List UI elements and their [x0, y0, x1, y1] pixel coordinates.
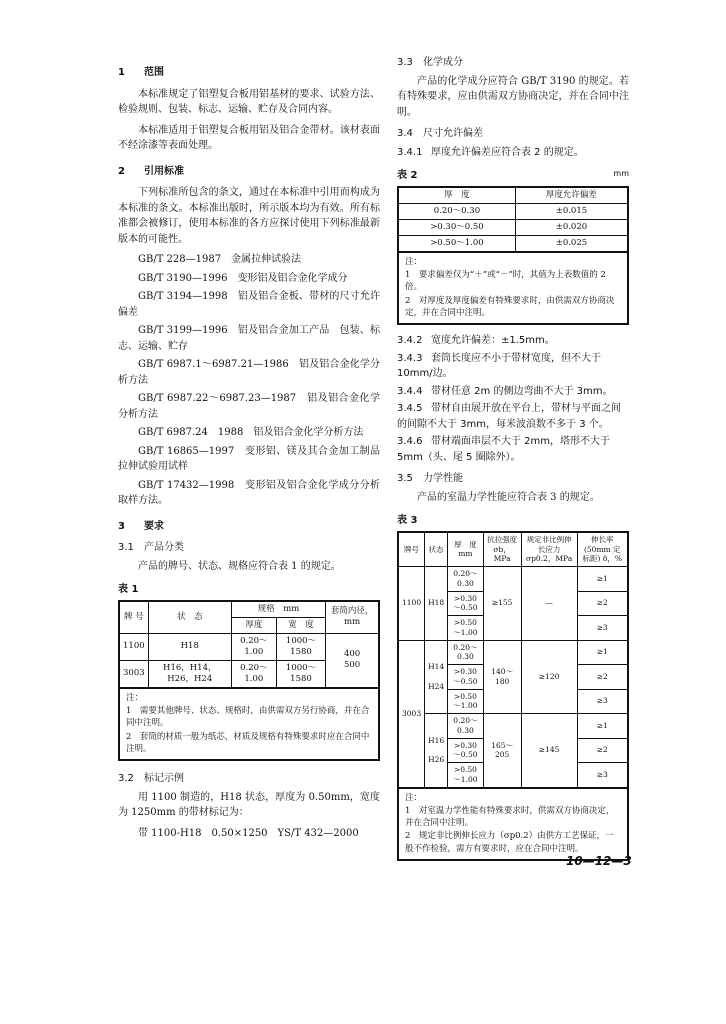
table-cell: 1100: [119, 633, 148, 660]
table-cell: 1100: [398, 567, 425, 641]
table-cell: 3003: [398, 640, 425, 788]
table-cell: ±0.015: [515, 203, 628, 219]
table-cell: ≥145: [521, 714, 577, 788]
table-cell: 0.20～0.30: [448, 714, 483, 739]
table-cell: 165～205: [483, 714, 521, 788]
section-3-4-5: 3.4.5 带材自由展开放在平台上，带材与平面之间的间隙不大于 3mm，每米波浪数不多于 3 个。: [397, 403, 621, 430]
note-item: 1 要求偏差仅为“＋”或“－”时，其值为上表数值的 2 倍。: [405, 270, 606, 293]
reference-list: [118, 252, 380, 509]
section-3-4-3: 3.4.3 套筒长度应不小于带材宽度，但不大于 10mm/边。: [397, 352, 601, 380]
section-3-heading: 3 要求: [118, 520, 164, 532]
reference-item: GB/T 6987.24 1988 铝及铝合金化学分析方法: [138, 427, 364, 438]
table-cell: H16 H26: [425, 714, 448, 788]
table-cell: 500: [343, 660, 361, 671]
table-cell: >0.30～0.50: [448, 738, 483, 763]
table-cell: 400: [343, 649, 361, 660]
table-cell: 0.20～1.00: [231, 660, 276, 688]
table-cell: ≥3: [577, 689, 628, 714]
table-3: [397, 531, 629, 789]
table-cell: ≥3: [577, 616, 628, 641]
table-cell: 1000～1580: [276, 633, 325, 660]
note-item: 1 对室温力学性能有特殊要求时，供需双方协商决定，并在合同中注明。: [405, 805, 615, 829]
section-3-4-2: 3.4.2 宽度允许偏差：±1.5mm。: [397, 335, 555, 347]
section-1-paragraph-1: 本标准规定了铝塑复合板用铝基材的要求、试验方法、检验规则、包装、标志、运输、贮存及合同内容。: [118, 88, 380, 115]
table-cell: >0.30～0.50: [448, 665, 483, 690]
table-cell: >0.30～0.50: [398, 219, 515, 235]
table-3-caption: 表 3: [397, 515, 418, 527]
table-1-header-width: 宽 度: [276, 617, 325, 633]
section-3-5-heading: 3.5 力学性能: [397, 473, 463, 485]
table-3-header-tensile: 抗拉强度 σb，MPa: [483, 532, 521, 567]
table-1-caption: 表 1: [118, 584, 139, 595]
table-cell: 1000～1580: [276, 660, 325, 688]
table-1-header-thickness: 厚度: [231, 617, 276, 633]
notes-title: 注：: [126, 692, 144, 703]
table-cell: >0.50～1.00: [448, 689, 483, 714]
table-2-unit: mm: [613, 169, 629, 178]
notes-title: 注：: [405, 792, 423, 803]
table-1: [118, 600, 380, 689]
right-column: [397, 55, 629, 861]
table-2-header-deviation: 厚度允许偏差: [515, 187, 628, 204]
table-3-header-thickness: 厚 度 mm: [448, 532, 483, 567]
table-cell: ≥2: [577, 738, 628, 763]
reference-item: GB/T 17432—1998 变形铝及铝合金化学成分分析取样方法。: [118, 479, 380, 506]
section-3-1-heading: 3.1 产品分类: [118, 542, 184, 553]
table-row: [119, 633, 379, 660]
table-cell: >0.50～1.00: [448, 763, 483, 788]
table-cell: H18: [425, 567, 448, 641]
marking-sample: 带 1100-H18 0.50×1250 YS/T 432—2000: [138, 827, 359, 839]
section-3-4-heading: 3.4 尺寸允许偏差: [397, 128, 483, 139]
section-3-3-paragraph: 产品的化学成分应符合 GB/T 3190 的规定。若有特殊要求，应由供需双方协商决定，并在合同中注明。: [397, 75, 629, 118]
table-row: [398, 714, 628, 739]
table-cell: ≥155: [483, 567, 521, 641]
reference-item: GB/T 6987.1～6987.21—1986 铝及铝合金化学分析方法: [118, 359, 380, 386]
table-cell: ±0.025: [515, 235, 628, 252]
table-cell: ≥120: [521, 640, 577, 714]
table-cell: 0.20～0.30: [398, 203, 515, 219]
notes-title: 注：: [405, 256, 423, 267]
table-3-notes: [397, 789, 629, 862]
section-3-5-paragraph: 产品的室温力学性能应符合表 3 的规定。: [417, 491, 600, 503]
table-1-header-grade: 牌 号: [119, 601, 148, 634]
table-1-notes: [118, 689, 380, 762]
note-item: 2 规定非比例伸长应力（σp0.2）由供方工艺保证，一般不作检验，需方有要求时，应在合同中注明。: [405, 831, 614, 854]
reference-item: GB/T 3199—1996 铝及铝合金加工产品 包装、标志、运输、贮存: [118, 325, 380, 352]
table-cell: ≥3: [577, 763, 628, 788]
table-cell: H18: [148, 633, 231, 660]
table-row: [398, 235, 628, 252]
note-item: 2 对厚度及厚度偏差有特殊要求时，由供需双方协商决定，并在合同中注明。: [405, 295, 615, 318]
reference-item: GB/T 16865—1997 变形铝、镁及其合金加工制品拉伸试验用试样: [118, 445, 380, 472]
reference-item: GB/T 6987.22～6987.23—1987 铝及铝合金化学分析方法: [118, 393, 380, 420]
table-cell: ≥1: [577, 640, 628, 665]
section-3-4-4: 3.4.4 带材任意 2m 的侧边弯曲不大于 3mm。: [397, 385, 613, 397]
table-cell: 0.20～0.30: [448, 567, 483, 592]
table-cell: —: [521, 567, 577, 641]
note-item: 2 套筒的材质一般为纸芯，材质及规格有特殊要求时应在合同中注明。: [126, 731, 370, 755]
table-2: [397, 186, 629, 253]
table-row: [398, 203, 628, 219]
table-1-header-spec: 规格 mm: [231, 601, 325, 618]
table-3-header-yield: 规定非比例伸长应力 σp0.2，MPa: [521, 532, 577, 567]
table-2-caption: 表 2 mm: [397, 169, 629, 181]
page-number: 10—12—3: [566, 854, 632, 868]
section-1-heading: 1 范围: [118, 67, 164, 78]
table-row: [398, 567, 628, 592]
table-cell: H16，H14，H26，H24: [148, 660, 231, 688]
section-1-paragraph-2: 本标准适用于铝塑复合板用铝及铝合金带材。该材表面不经涂漆等表面处理。: [118, 124, 380, 151]
section-3-2-heading: 3.2 标记示例: [118, 773, 184, 785]
table-3-header-temper: 状态: [425, 532, 448, 567]
section-3-4-6: 3.4.6 带材端面串层不大于 2mm，塔形不大于 5mm（头、尾 5 圈除外）。: [397, 436, 611, 463]
table-1-header-temper: 状 态: [148, 601, 231, 634]
reference-item: GB/T 228—1987 金属拉伸试验法: [138, 254, 302, 265]
table-cell: >0.50～1.00: [398, 235, 515, 252]
table-cell: >0.50～1.00: [448, 616, 483, 641]
reference-item: GB/T 3190—1996 变形铝及铝合金化学成分: [138, 272, 348, 284]
table-cell: 0.20～0.30: [448, 640, 483, 665]
section-2-paragraph: 下列标准所包含的条文，通过在本标准中引用而构成为本标准的条文。本标准出版时，所示版本均为有效。所有标准都会被修订，使用本标准的各方应探讨使用下列标准最新版本的可能性。: [118, 187, 380, 245]
section-3-1-paragraph: 产品的牌号、状态、规格应符合表 1 的规定。: [138, 560, 341, 572]
section-2-heading: 2 引用标准: [118, 165, 184, 177]
table-2-header-thickness: 厚 度: [398, 187, 515, 204]
table-row: [398, 640, 628, 665]
table-cell: ≥2: [577, 591, 628, 616]
table-cell: 0.20～1.00: [231, 633, 276, 660]
table-cell: 140～180: [483, 640, 521, 714]
section-3-3-heading: 3.3 化学成分: [397, 57, 463, 68]
table-1-core-values: [326, 633, 379, 688]
left-column: [118, 55, 380, 845]
section-3-2-paragraph: 用 1100 制造的，H18 状态，厚度为 0.50mm，宽度为 1250mm 的带材标记为：: [118, 791, 380, 819]
section-3-4-1: 3.4.1 厚度允许偏差应符合表 2 的规定。: [397, 146, 584, 158]
reference-item: GB/T 3194—1998 铝及铝合金板、带材的尺寸允许偏差: [118, 291, 380, 318]
table-cell: ≥1: [577, 567, 628, 592]
table-3-header-elongation: 伸长率 (50mm 定标距) δ，%: [577, 532, 628, 567]
table-row: [398, 219, 628, 235]
table-cell: 3003: [119, 660, 148, 688]
table-cell: >0.30～0.50: [448, 591, 483, 616]
table-cell: ±0.020: [515, 219, 628, 235]
table-cell: H14 H24: [425, 640, 448, 714]
table-3-header-grade: 牌号: [398, 532, 425, 567]
table-2-notes: [397, 253, 629, 326]
table-1-header-core: 套筒内径，mm: [326, 601, 379, 634]
table-cell: ≥1: [577, 714, 628, 739]
table-cell: ≥2: [577, 665, 628, 690]
note-item: 1 需要其他牌号、状态、规格时，由供需双方另行协商，并在合同中注明。: [126, 706, 370, 729]
